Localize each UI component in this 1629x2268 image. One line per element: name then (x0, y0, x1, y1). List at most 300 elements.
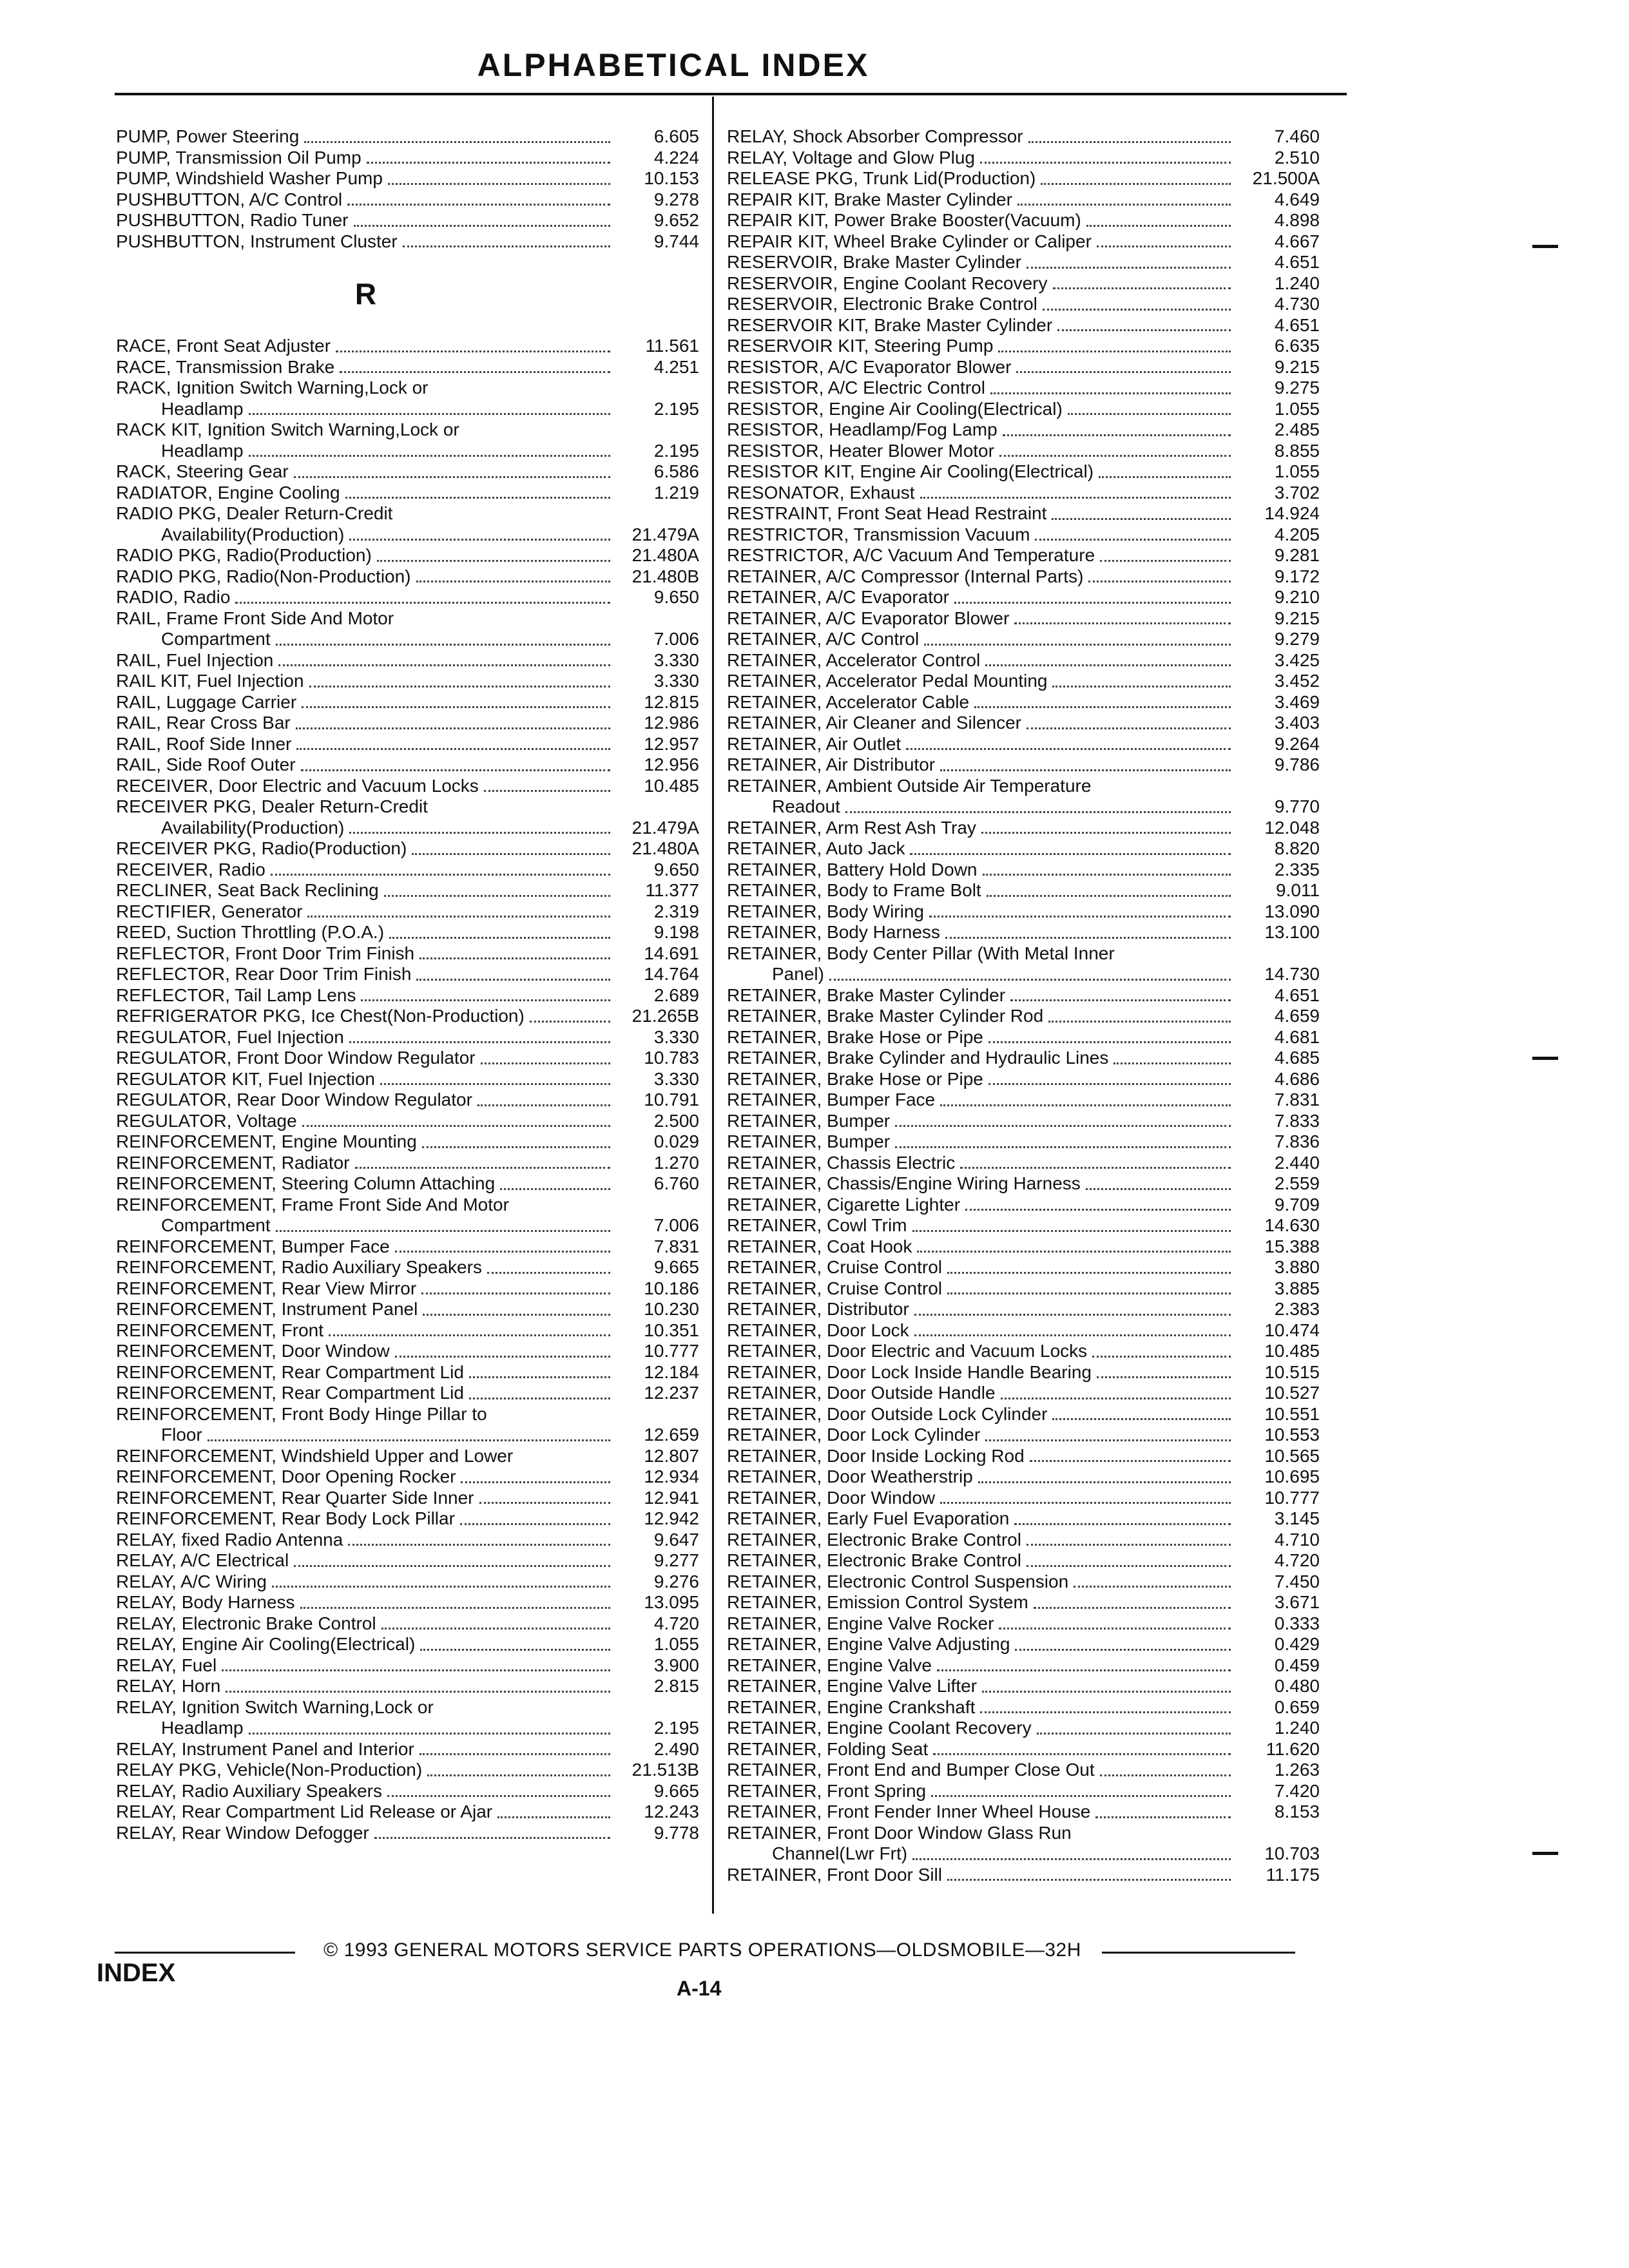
leader-dots (403, 245, 610, 247)
leader-dots (367, 162, 610, 164)
leader-dots (980, 1711, 1231, 1713)
index-entry (116, 378, 699, 419)
index-entry (116, 1404, 699, 1446)
entry-reference-number: 2.500 (653, 1110, 699, 1131)
page-title: ALPHABETICAL INDEX (477, 47, 870, 83)
entry-label: REINFORCEMENT, Radiator (116, 1152, 350, 1173)
section-letter: R (354, 277, 377, 311)
leader-dots (947, 1293, 1231, 1294)
index-entry (727, 1048, 1320, 1069)
entry-label: RETAINER, Body Harness (727, 922, 940, 942)
entry-label: RETAINER, Engine Valve Rocker (727, 1613, 994, 1633)
leader-dots (1017, 204, 1231, 206)
entry-reference-number: 4.720 (1274, 1550, 1320, 1570)
entry-label: Compartment (161, 1215, 271, 1235)
entry-label: RETAINER, Front Door Sill (727, 1864, 942, 1885)
index-entry (727, 1341, 1320, 1362)
entry-reference-number: 6.635 (1274, 336, 1320, 356)
entry-reference-number: 2.815 (653, 1676, 699, 1696)
entry-label: RETAINER, Air Outlet (727, 733, 901, 754)
entry-label: RESTRICTOR, Transmission Vacuum (727, 524, 1030, 544)
entry-label: Compartment (161, 629, 271, 649)
entry-reference-number: 15.388 (1264, 1236, 1320, 1256)
entry-label: REINFORCEMENT, Windshield Upper and Lower (116, 1445, 514, 1466)
entry-reference-number: 7.006 (653, 1215, 699, 1235)
index-entry (116, 1278, 699, 1300)
leader-dots (1097, 245, 1231, 247)
entry-label: REFLECTOR, Tail Lamp Lens (116, 985, 356, 1005)
entry-label: RETAINER, Door Lock (727, 1320, 909, 1340)
entry-label: REINFORCEMENT, Front (116, 1320, 324, 1340)
leader-dots (416, 979, 610, 981)
entry-label: RECEIVER, Door Electric and Vacuum Locks (116, 775, 479, 796)
leader-dots (296, 727, 610, 729)
index-entry (116, 1530, 699, 1551)
leader-dots (912, 1230, 1231, 1232)
leader-dots (1074, 1586, 1231, 1588)
leader-dots (389, 937, 610, 939)
index-entry (727, 1655, 1320, 1677)
entry-label: RETAINER, Front Door Window Glass Run (727, 1822, 1072, 1843)
entry-label: RETAINER, Door Window (727, 1487, 936, 1508)
entry-reference-number: 4.898 (1274, 210, 1320, 230)
entry-reference-number: 9.665 (653, 1257, 699, 1277)
entry-label: REGULATOR, Rear Door Window Regulator (116, 1090, 472, 1110)
leader-dots (336, 351, 610, 352)
entry-label: RETAINER, Brake Hose or Pipe (727, 1026, 983, 1047)
entry-label: REGULATOR KIT, Fuel Injection (116, 1068, 375, 1089)
index-entry (116, 1069, 699, 1090)
index-entry (727, 148, 1320, 169)
footer-rule-left (115, 1952, 295, 1954)
index-entry (727, 1299, 1320, 1320)
entry-label: REINFORCEMENT, Rear Quarter Side Inner (116, 1487, 474, 1508)
entry-label: RETAINER, A/C Compressor (Internal Parts) (727, 566, 1084, 586)
entry-reference-number: 14.691 (644, 943, 699, 963)
leader-dots (1095, 1816, 1231, 1818)
entry-label: Floor (161, 1425, 202, 1445)
entry-reference-number: 3.330 (653, 1026, 699, 1047)
index-entry (727, 1466, 1320, 1488)
index-entry (727, 231, 1320, 253)
entry-label: RADIO PKG, Dealer Return-Credit (116, 503, 393, 523)
leader-dots (302, 1125, 610, 1127)
leader-dots (990, 392, 1231, 394)
index-entry (116, 943, 699, 965)
entry-reference-number: 1.055 (1274, 398, 1320, 419)
leader-dots (500, 1188, 610, 1190)
leader-dots (235, 602, 610, 604)
entry-reference-number: 21.480A (631, 545, 699, 565)
index-entry (727, 294, 1320, 315)
leader-dots (895, 1125, 1231, 1127)
index-entry (116, 1802, 699, 1823)
entry-reference-number: 7.420 (1274, 1780, 1320, 1801)
leader-dots (1001, 1398, 1231, 1399)
entry-reference-number: 8.855 (1274, 440, 1320, 461)
entry-label: RECEIVER, Radio (116, 859, 265, 879)
entry-label: RADIO PKG, Radio(Production) (116, 545, 372, 565)
entry-reference-number: 9.652 (653, 210, 699, 230)
leader-dots (1030, 1460, 1231, 1462)
entry-reference-number: 7.833 (1274, 1110, 1320, 1131)
entry-label: RADIATOR, Engine Cooling (116, 482, 340, 503)
entry-reference-number: 9.210 (1274, 587, 1320, 607)
entry-reference-number: 4.651 (1274, 314, 1320, 335)
entry-label: RADIO, Radio (116, 587, 231, 607)
entry-label: PUSHBUTTON, Instrument Cluster (116, 231, 398, 251)
index-entry (727, 126, 1320, 148)
entry-label: RETAINER, Door Weatherstrip (727, 1466, 973, 1486)
entry-label: RELEASE PKG, Trunk Lid(Production) (727, 168, 1036, 188)
index-entry (727, 168, 1320, 189)
index-entry (116, 1823, 699, 1844)
leader-dots (249, 413, 610, 415)
entry-reference-number: 12.807 (644, 1445, 699, 1466)
entry-reference-number: 7.831 (653, 1236, 699, 1256)
entry-reference-number: 0.429 (1274, 1634, 1320, 1654)
entry-label: RELAY, Rear Compartment Lid Release or Ajar (116, 1802, 493, 1821)
entry-label: Channel(Lwr Frt) (772, 1843, 908, 1863)
leader-dots (954, 602, 1231, 604)
leader-dots (999, 1628, 1231, 1629)
leader-dots (988, 1083, 1231, 1085)
leader-dots (419, 1753, 610, 1755)
leader-dots (917, 1251, 1231, 1253)
entry-label: RETAINER, Electronic Control Suspension (727, 1571, 1069, 1591)
leader-dots (965, 1209, 1231, 1211)
entry-label: RELAY, fixed Radio Antenna (116, 1529, 343, 1550)
entry-reference-number: 11.561 (645, 336, 699, 356)
index-entry (727, 901, 1320, 923)
entry-reference-number: 7.460 (1274, 126, 1320, 146)
index-entry (727, 1425, 1320, 1446)
section-name: INDEX (97, 1959, 176, 1987)
entry-reference-number: 0.659 (1274, 1696, 1320, 1717)
index-entry (727, 734, 1320, 755)
leader-dots (1088, 581, 1231, 582)
entry-label: RETAINER, Body Center Pillar (With Metal Inner (727, 943, 1115, 963)
leader-dots (1086, 1188, 1231, 1190)
leader-dots (348, 1544, 610, 1546)
entry-reference-number: 0.480 (1274, 1676, 1320, 1696)
leader-dots (1027, 1565, 1231, 1567)
leader-dots (987, 895, 1231, 897)
entry-reference-number: 12.941 (644, 1487, 699, 1508)
index-entry (116, 1634, 699, 1655)
index-entry (116, 419, 699, 461)
entry-label: RESISTOR, Engine Air Cooling(Electrical) (727, 398, 1063, 419)
entry-reference-number: 1.219 (653, 482, 699, 503)
index-entry (116, 148, 699, 169)
entry-label: RETAINER, Auto Jack (727, 838, 905, 858)
entry-reference-number: 12.986 (644, 713, 699, 733)
leader-dots (207, 1439, 610, 1441)
entry-label: Headlamp (161, 398, 244, 419)
entry-label: RACK, Steering Gear (116, 461, 289, 481)
leader-dots (1057, 329, 1231, 331)
entry-label: RELAY, A/C Electrical (116, 1550, 289, 1570)
index-entry (727, 503, 1320, 524)
leader-dots (340, 371, 610, 373)
leader-dots (1034, 1607, 1231, 1609)
leader-dots (294, 476, 610, 478)
entry-reference-number: 2.195 (653, 440, 699, 461)
entry-reference-number: 10.485 (644, 775, 699, 796)
index-entry (116, 1488, 699, 1509)
leader-dots (307, 916, 610, 918)
entry-label: RETAINER, Chassis Electric (727, 1152, 956, 1173)
index-entry (116, 1153, 699, 1174)
leader-dots (461, 1481, 610, 1483)
entry-label: RESISTOR, A/C Evaporator Blower (727, 356, 1012, 377)
leader-dots (329, 1334, 610, 1336)
leader-dots (1035, 539, 1231, 541)
entry-label: REINFORCEMENT, Door Window (116, 1341, 390, 1361)
index-entry (116, 1027, 699, 1048)
entry-label: RETAINER, Door Inside Locking Rod (727, 1445, 1025, 1466)
leader-dots (940, 769, 1231, 771)
entry-reference-number: 1.055 (653, 1634, 699, 1654)
entry-label: REINFORCEMENT, Engine Mounting (116, 1131, 417, 1151)
index-entry (116, 1466, 699, 1488)
entry-reference-number: 9.276 (653, 1571, 699, 1591)
entry-reference-number: 9.264 (1274, 733, 1320, 754)
index-entry (727, 629, 1320, 650)
index-entry (727, 922, 1320, 943)
entry-label: RETAINER, Door Lock Cylinder (727, 1425, 981, 1445)
index-entry (727, 1215, 1320, 1236)
index-entry (116, 1090, 699, 1111)
leader-dots (1027, 1544, 1231, 1546)
entry-label: RETAINER, Engine Valve (727, 1655, 932, 1675)
entry-reference-number: 3.900 (653, 1655, 699, 1675)
index-entry (727, 671, 1320, 692)
entry-reference-number: 13.090 (1264, 901, 1320, 921)
leader-dots (278, 664, 610, 666)
entry-label: PUMP, Transmission Oil Pump (116, 147, 361, 168)
entry-label: Headlamp (161, 1718, 244, 1738)
entry-label: RETAINER, Early Fuel Evaporation (727, 1508, 1010, 1528)
entry-label: RESISTOR KIT, Engine Air Cooling(Electrical) (727, 461, 1094, 481)
entry-label: REGULATOR, Fuel Injection (116, 1026, 344, 1047)
leader-dots (1010, 999, 1231, 1001)
index-entry (727, 587, 1320, 608)
leader-dots (912, 1858, 1231, 1860)
entry-reference-number: 1.240 (1274, 273, 1320, 293)
entry-reference-number: 21.513B (631, 1760, 699, 1780)
entry-reference-number: 10.351 (644, 1320, 699, 1340)
entry-reference-number: 3.425 (1274, 649, 1320, 670)
index-entry (727, 1613, 1320, 1635)
entry-reference-number: 10.551 (1264, 1403, 1320, 1424)
index-entry (727, 252, 1320, 273)
leader-dots (1014, 1523, 1231, 1525)
leader-dots (388, 183, 610, 185)
index-entry (116, 650, 699, 671)
entry-reference-number: 2.319 (653, 901, 699, 921)
entry-reference-number: 9.778 (653, 1822, 699, 1843)
entry-label: RESERVOIR KIT, Steering Pump (727, 336, 994, 356)
index-entry (116, 922, 699, 943)
entry-reference-number: 2.335 (1274, 859, 1320, 879)
index-entry (727, 1802, 1320, 1823)
leader-dots (422, 1146, 610, 1148)
index-entry (116, 692, 699, 713)
entry-reference-number: 12.243 (644, 1802, 699, 1821)
entry-reference-number: 12.934 (644, 1466, 699, 1486)
index-entry (727, 1760, 1320, 1781)
index-entry (116, 671, 699, 692)
entry-reference-number: 21.500A (1252, 168, 1320, 188)
entry-reference-number: 4.681 (1274, 1026, 1320, 1047)
index-column-left (116, 126, 699, 1843)
leader-dots (985, 664, 1231, 666)
entry-reference-number: 4.720 (653, 1613, 699, 1633)
leader-dots (1015, 1649, 1231, 1651)
leader-dots (423, 1314, 610, 1316)
entry-reference-number: 14.924 (1264, 503, 1320, 523)
leader-dots (1092, 1356, 1231, 1358)
index-entry (116, 754, 699, 776)
index-entry (727, 1550, 1320, 1571)
index-entry (727, 336, 1320, 357)
index-entry (116, 1111, 699, 1132)
entry-reference-number: 12.237 (644, 1383, 699, 1403)
entry-label: REGULATOR, Voltage (116, 1110, 297, 1131)
entry-reference-number: 2.195 (653, 398, 699, 419)
entry-reference-number: 0.029 (653, 1131, 699, 1151)
entry-reference-number: 9.647 (653, 1529, 699, 1550)
leader-dots (931, 1795, 1231, 1797)
entry-reference-number: 2.490 (653, 1738, 699, 1759)
leader-dots (484, 790, 610, 792)
index-entry (727, 1320, 1320, 1341)
entry-reference-number: 10.695 (1264, 1466, 1320, 1486)
entry-label: REFLECTOR, Front Door Trim Finish (116, 943, 415, 963)
index-entry (727, 1697, 1320, 1718)
entry-reference-number: 14.730 (1264, 964, 1320, 984)
entry-label: RETAINER, Cigarette Lighter (727, 1194, 961, 1215)
entry-reference-number: 2.195 (653, 1718, 699, 1738)
index-entry (727, 1571, 1320, 1593)
index-entry (116, 503, 699, 545)
entry-reference-number: 3.885 (1274, 1278, 1320, 1298)
index-entry (116, 901, 699, 923)
leader-dots (1016, 371, 1231, 373)
leader-dots (998, 351, 1231, 352)
entry-label: RETAINER, Emission Control System (727, 1592, 1028, 1612)
entry-reference-number: 7.831 (1274, 1090, 1320, 1110)
entry-label: RETAINER, Ambient Outside Air Temperature (727, 775, 1092, 796)
title-rule (115, 93, 1347, 95)
index-entry (116, 796, 699, 838)
entry-label: RESTRAINT, Front Seat Head Restraint (727, 503, 1047, 523)
leader-dots (1099, 476, 1231, 478)
entry-reference-number: 4.251 (653, 356, 699, 377)
entry-reference-number: 9.215 (1274, 356, 1320, 377)
index-entry (116, 1173, 699, 1195)
entry-reference-number: 1.055 (1274, 461, 1320, 481)
entry-reference-number: 4.730 (1274, 294, 1320, 314)
index-entry (116, 1236, 699, 1258)
leader-dots (1003, 434, 1231, 436)
entry-label: RACE, Transmission Brake (116, 356, 335, 377)
index-entry (116, 1341, 699, 1362)
leader-dots (920, 497, 1231, 499)
index-entry (116, 587, 699, 608)
leader-dots (1027, 267, 1231, 269)
entry-reference-number: 2.485 (1274, 419, 1320, 439)
entry-label: RACK KIT, Ignition Switch Warning,Lock or (116, 419, 459, 439)
entry-label: RECEIVER PKG, Radio(Production) (116, 838, 407, 858)
entry-reference-number: 3.330 (653, 1068, 699, 1089)
leader-dots (914, 1334, 1231, 1336)
leader-dots (1086, 225, 1231, 227)
entry-reference-number: 21.265B (631, 1006, 699, 1026)
entry-label: RECLINER, Seat Back Reclining (116, 880, 379, 900)
margin-tick-mark (1532, 1057, 1558, 1060)
entry-label: REINFORCEMENT, Rear Compartment Lid (116, 1383, 464, 1403)
entry-label: RETAINER, Engine Crankshaft (727, 1696, 976, 1717)
entry-reference-number: 4.667 (1274, 231, 1320, 251)
leader-dots (296, 748, 610, 750)
entry-label: RETAINER, Engine Valve Lifter (727, 1676, 978, 1696)
copyright-line: © 1993 GENERAL MOTORS SERVICE PARTS OPERATIONS—OLDSMOBILE—32H (323, 1939, 1081, 1961)
leader-dots (412, 853, 610, 855)
entry-reference-number: 8.153 (1274, 1802, 1320, 1821)
entry-label: RETAINER, Folding Seat (727, 1738, 929, 1759)
index-entry (116, 210, 699, 231)
leader-dots (1053, 287, 1231, 289)
entry-reference-number: 3.403 (1274, 713, 1320, 733)
leader-dots (384, 895, 610, 897)
index-entry (727, 692, 1320, 713)
entry-label: RACK, Ignition Switch Warning,Lock or (116, 378, 429, 398)
entry-reference-number: 10.783 (644, 1048, 699, 1068)
entry-label: RAIL, Fuel Injection (116, 649, 274, 670)
entry-label: RELAY, Voltage and Glow Plug (727, 147, 975, 168)
entry-label: RETAINER, Body Wiring (727, 901, 924, 921)
entry-label: RELAY, Instrument Panel and Interior (116, 1738, 414, 1759)
entry-label: RAIL, Frame Front Side And Motor (116, 608, 394, 628)
entry-reference-number: 7.450 (1274, 1571, 1320, 1591)
index-entry (116, 964, 699, 985)
leader-dots (988, 1041, 1231, 1043)
leader-dots (910, 853, 1231, 855)
entry-reference-number: 4.659 (1274, 1006, 1320, 1026)
entry-label: REINFORCEMENT, Steering Column Attaching (116, 1173, 496, 1193)
entry-label: RETAINER, Arm Rest Ash Tray (727, 817, 976, 838)
entry-label: RETAINER, Bumper Face (727, 1090, 936, 1110)
entry-reference-number: 4.224 (653, 147, 699, 168)
entry-label: REGULATOR, Front Door Window Regulator (116, 1048, 476, 1068)
entry-reference-number: 9.770 (1274, 796, 1320, 816)
leader-dots (380, 1083, 610, 1085)
entry-reference-number: 21.480A (631, 838, 699, 858)
index-entry (727, 1865, 1320, 1886)
entry-reference-number: 7.836 (1274, 1131, 1320, 1151)
leader-dots (226, 1691, 610, 1693)
entry-label: Headlamp (161, 440, 244, 461)
entry-label: RETAINER, A/C Evaporator (727, 587, 949, 607)
entry-label: RESERVOIR, Electronic Brake Control (727, 294, 1037, 314)
entry-reference-number: 10.777 (1264, 1487, 1320, 1508)
index-entry (116, 231, 699, 253)
leader-dots (309, 686, 610, 687)
entry-reference-number: 12.815 (644, 691, 699, 712)
entry-label: RECTIFIER, Generator (116, 901, 303, 921)
